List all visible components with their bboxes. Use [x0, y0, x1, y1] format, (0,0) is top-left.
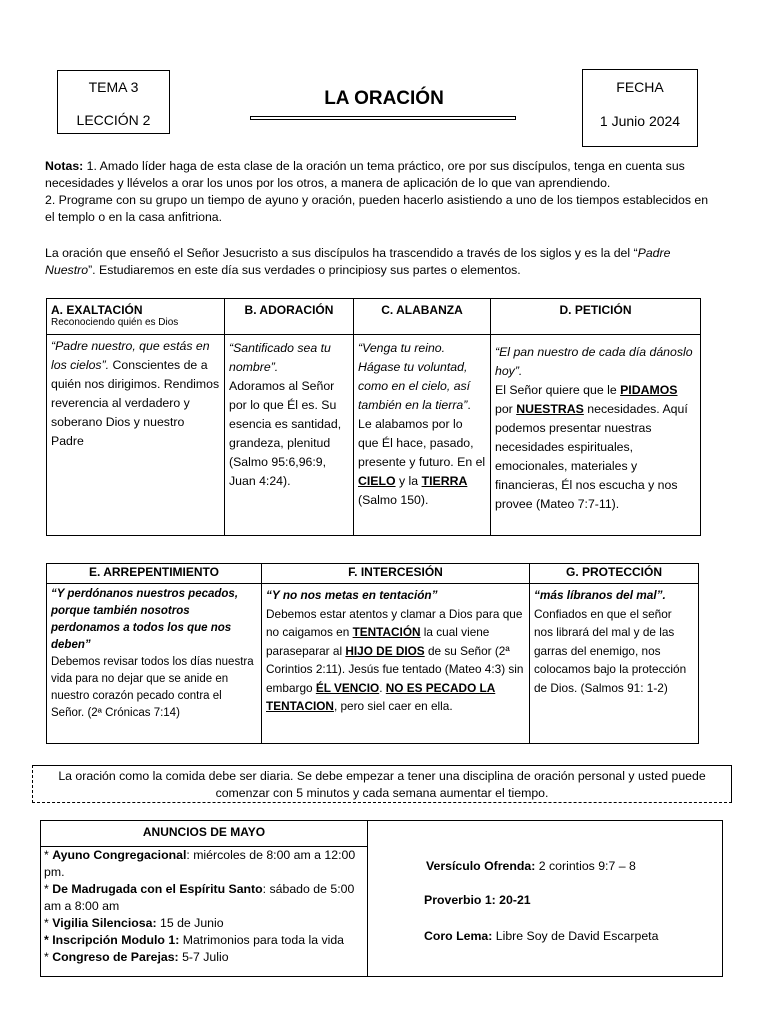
exaltation-subtitle: Reconociendo quién es Dios — [51, 317, 179, 328]
protection-cell — [530, 584, 699, 744]
not-sin-word: NO ES PECADO LA TENTACION — [266, 680, 496, 713]
he-overcame-word: ÉL VENCIO — [315, 680, 380, 695]
earth-word: TIERRA — [421, 474, 468, 488]
intro-paragraph: La oración que enseñó el Señor Jesucristo a sus discípulos ha trascendido a través de los siglos y es la del “Padre Nuestro”. Estudiaremos en este día sus verdades o principiosy sus partes o elementos. — [45, 246, 671, 277]
intro-emphasis: Padre Nuestro — [45, 246, 671, 277]
prayer-elements-table-2 — [46, 563, 699, 744]
praise-cell: “Venga tu reino. Hágase tu voluntad, como en el cielo, así también en la tierra”. Le alabamos por lo que Él hace, pasado, presente y futuro. En el CIELO y la TIERRA (Salmo 150). — [354, 335, 491, 536]
intercession-header: F. INTERCESIÓN — [262, 564, 530, 584]
note-1: 1. Amado líder haga de esta clase de la oración un tema práctico, ore por sus discípulos, tenga en cuenta sus necesidades y llévelos a orar los unos por los otros, a manera de aplicación de lo que van aprendiendo. — [45, 159, 685, 190]
references-cell — [368, 821, 723, 977]
protection-text: Confiados en que el señor nos librará del mal y de las garras del enemigo, nos colocamos bajo la protección de Dios. (Salmos 91: 1-2) — [534, 606, 687, 695]
title-underline — [250, 116, 516, 120]
announcements-cell — [41, 821, 368, 977]
adoration-header: B. ADORACIÓN — [225, 299, 354, 335]
lesson-box — [57, 70, 170, 134]
petition-quote: “El pan nuestro de cada día dánoslo hoy”. — [495, 345, 693, 378]
theme-song: Coro Lema: Libre Soy de David Escarpeta — [424, 929, 659, 943]
praise-quote: “Venga tu reino. Hágase tu voluntad, como en el cielo, así también en la tierra” — [358, 341, 471, 412]
date-box — [582, 69, 698, 147]
date-value: 1 Junio 2024 — [599, 113, 681, 129]
lesson-label: LECCIÓN 2 — [76, 112, 151, 128]
notes-paragraph — [45, 158, 715, 226]
adoration-quote: “Santificado sea tu nombre”. — [229, 341, 331, 374]
announcements-title: ANUNCIOS DE MAYO — [142, 825, 266, 839]
announcements-table — [40, 820, 723, 977]
exaltation-cell — [47, 335, 225, 536]
announcement-item: * De Madrugada con el Espíritu Santo: sábado de 5:00 am a 8:00 am — [44, 882, 355, 913]
announcement-item: * Congreso de Parejas: 5-7 Julio — [44, 950, 229, 964]
daily-prayer-note: La oración como la comida debe ser diaria. Se debe empezar a tener una disciplina de oración personal y usted puede comenzar con 5 minutos y cada semana aumentar el tiempo. — [32, 765, 732, 803]
protection-header: G. PROTECCIÓN — [530, 564, 699, 584]
page-title: LA ORACIÓN — [324, 88, 444, 109]
notes-label: Notas: — [45, 159, 84, 173]
intercession-quote: “Y no nos metas en tentación” — [266, 588, 438, 602]
offering-verse: Versículo Ofrenda: 2 corintios 9:7 – 8 — [426, 859, 636, 873]
petition-cell: “El pan nuestro de cada día dánoslo hoy”. El Señor quiere que le PIDAMOS por NUESTRAS necesidades. Aquí podemos presentar nuestras necesidades espirituales, emocionales, materiales y financieras, Él nos escucha y nos provee (Mateo 7:7-11). — [491, 335, 701, 536]
exaltation-quote: “Padre nuestro, que estás en los cielos”. — [51, 339, 210, 372]
announcement-item: * Ayuno Congregacional: miércoles de 8:00 am a 12:00 pm. — [44, 848, 356, 879]
temptation-word: TENTACIÓN — [352, 625, 421, 639]
adoration-cell — [225, 335, 354, 536]
announcement-item: * Inscripción Modulo 1: Matrimonios para toda la vida — [44, 933, 345, 947]
praise-header: C. ALABANZA — [354, 299, 491, 335]
exaltation-text: Conscientes de a quién nos dirigimos. Rendimos reverencia al verdadero y soberano Dios y nuestro Padre — [51, 358, 220, 448]
proverb: Proverbio 1: 20-21 — [424, 893, 531, 907]
ask-word: PIDAMOS — [620, 383, 678, 397]
note-2: 2. Programe con su grupo un tiempo de ayuno y oración, pueden hacerlo asistiendo a uno de los tiempos establecidos en el templo o en la casa anfitriona. — [45, 193, 709, 224]
repentance-cell — [47, 584, 262, 744]
announcement-item: * Vigilia Silenciosa: 15 de Junio — [44, 916, 224, 930]
date-label: FECHA — [616, 79, 664, 95]
repentance-text: Debemos revisar todos los días nuestra vida para no dejar que se anide en nuestro corazón pecado contra el Señor. (2ª Crónicas 7:14) — [51, 656, 254, 719]
petition-header: D. PETICIÓN — [491, 299, 701, 335]
heaven-word: CIELO — [358, 474, 396, 488]
repentance-quote: “Y perdónanos nuestros pecados, porque también nosotros perdonamos a todos los que nos deben” — [51, 588, 239, 651]
protection-quote: “más líbranos del mal”. — [534, 588, 666, 602]
adoration-text: Adoramos al Señor por lo que Él es. Su esencia es santidad, grandeza, plenitud (Salmo 95:6,96:9, Juan 4:24). — [229, 379, 342, 488]
exaltation-header: A. EXALTACIÓN Reconociendo quién es Dios — [47, 299, 225, 335]
our-word: NUESTRAS — [516, 402, 584, 416]
intercession-cell: “Y no nos metas en tentación” Debemos estar atentos y clamar a Dios para que no caigamos en TENTACIÓN la cual viene paraseparar al HIJO DE DIOS de su Señor (2ª Corintios 2:11). Jesús fue tentado (Mateo 4:3) sin embargo ÉL VENCIO. NO ES PECADO LA TENTACION, pero siel caer en ella. — [262, 584, 530, 744]
son-of-god-word: HIJO DE DIOS — [345, 643, 425, 658]
prayer-elements-table-1 — [46, 298, 701, 536]
topic-label: TEMA 3 — [88, 79, 139, 95]
repentance-header: E. ARREPENTIMIENTO — [47, 564, 262, 584]
